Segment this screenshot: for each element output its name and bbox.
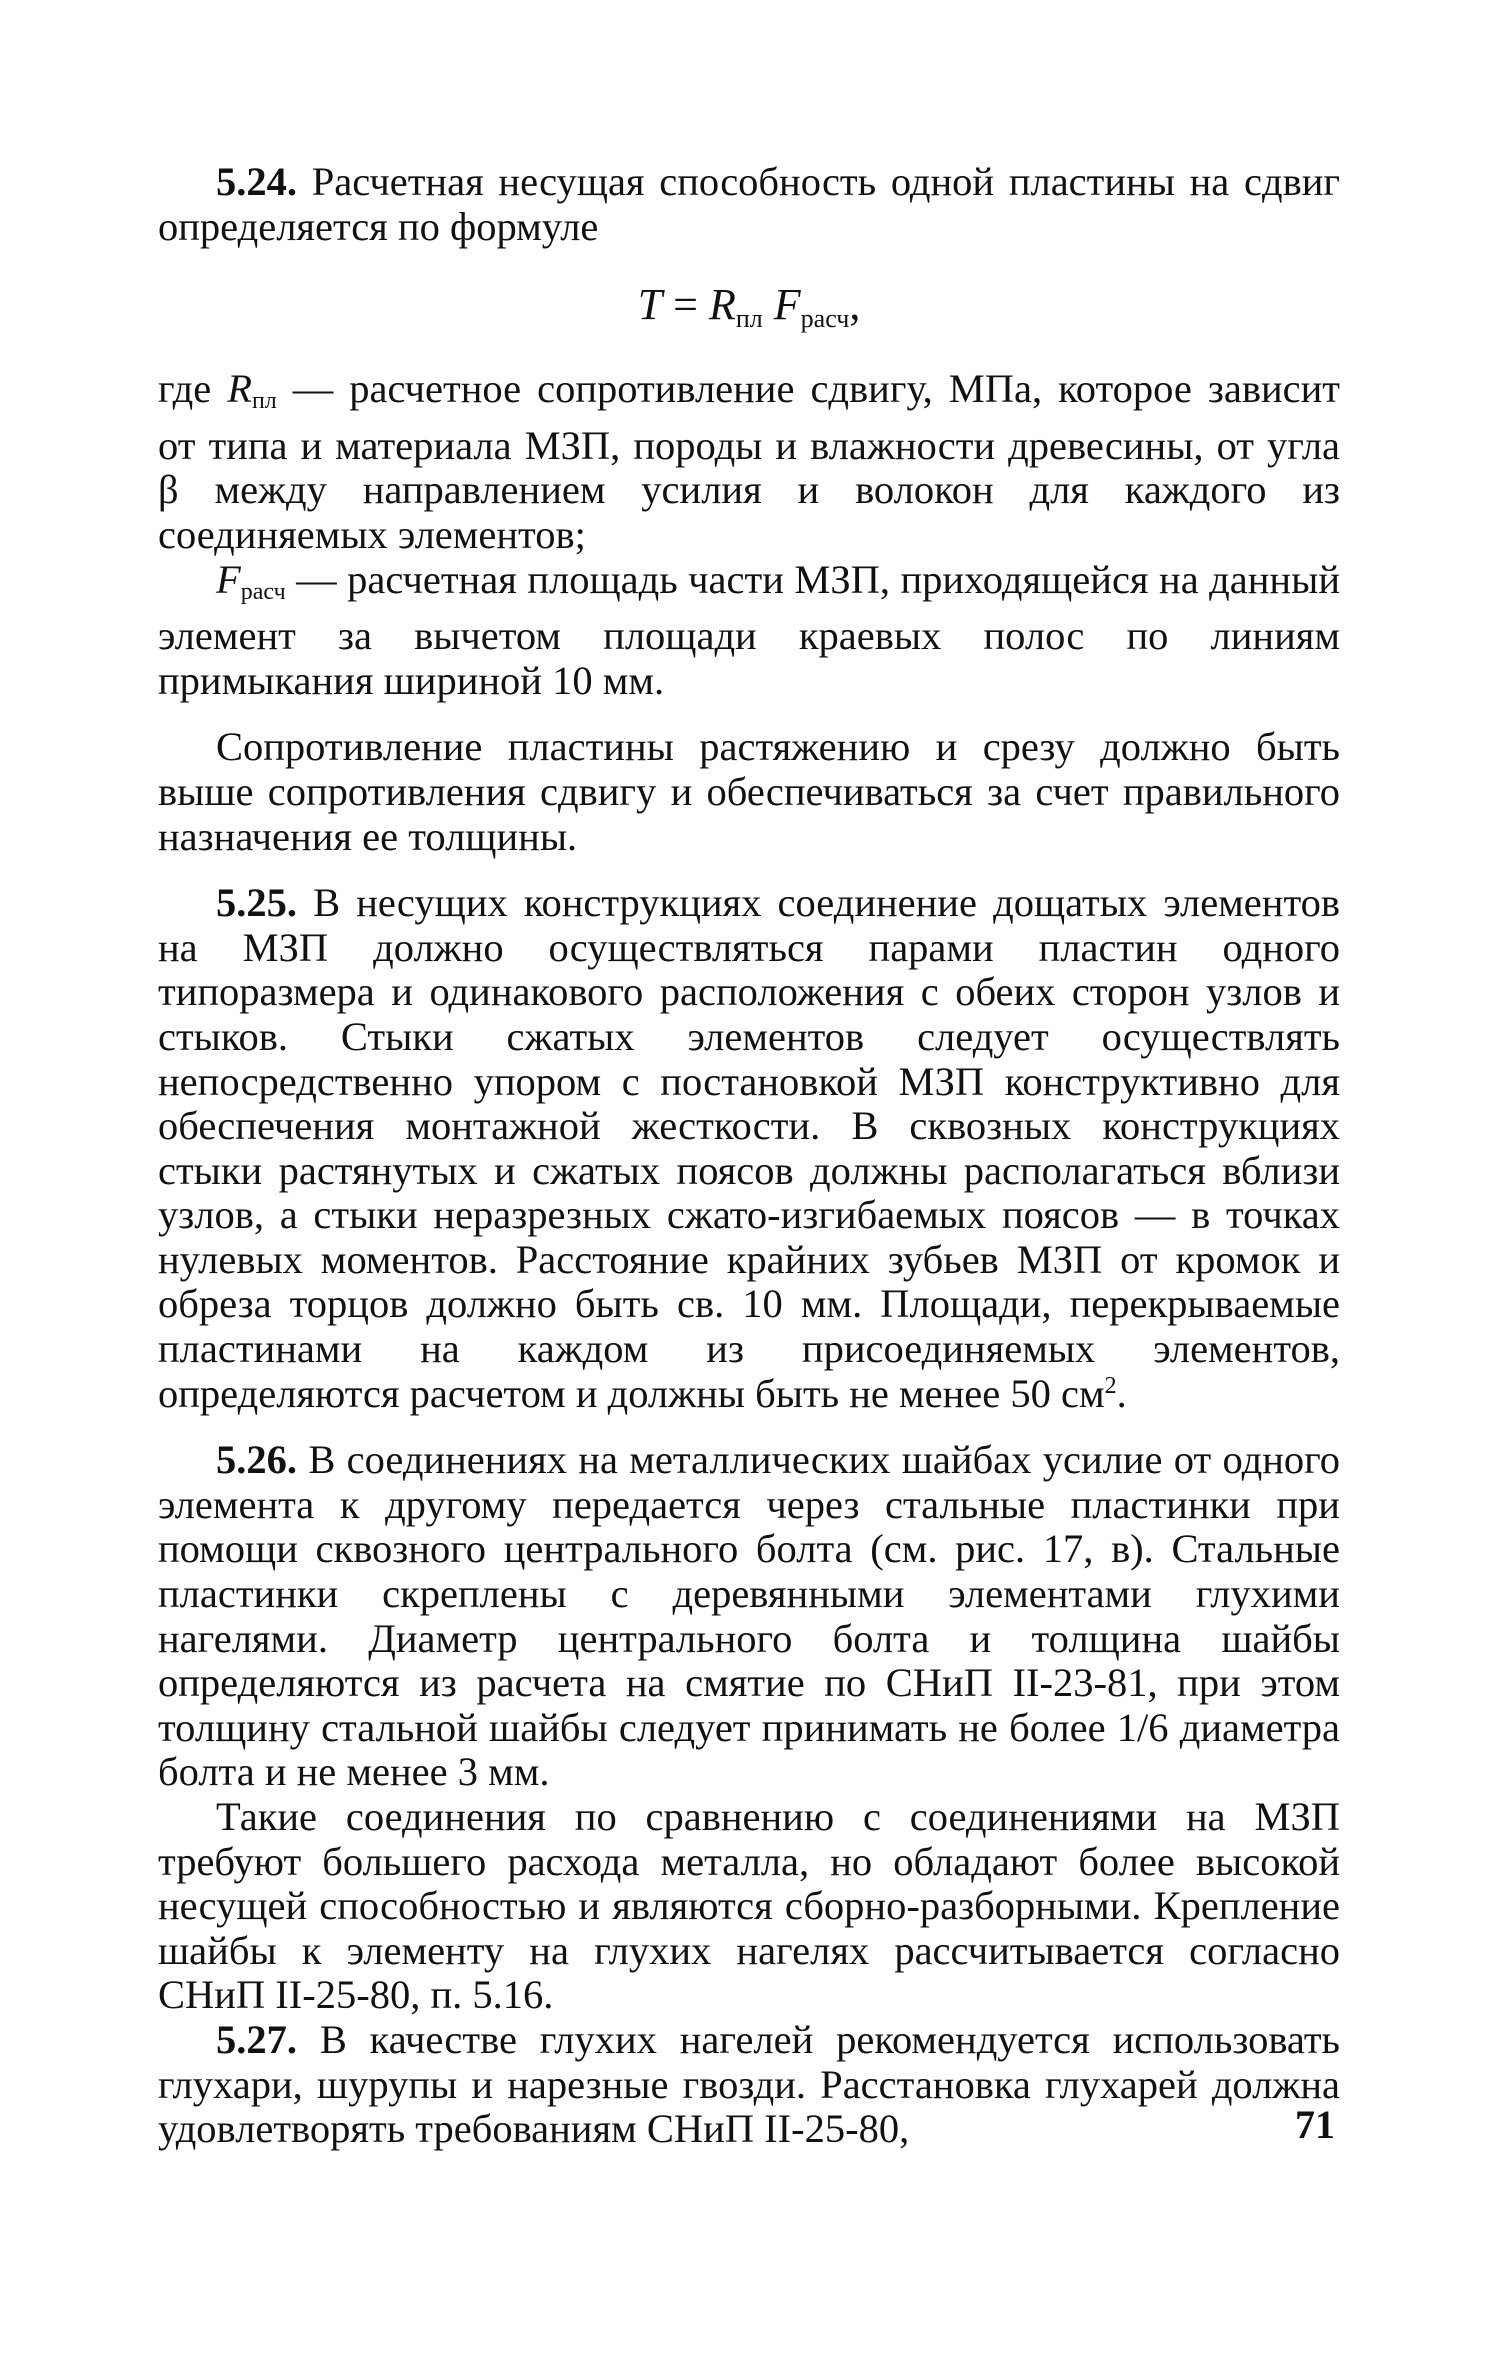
section-5-26-continued: Такие соединения по сравнению с соединениями на МЗП требуют большего расхода металла, но обладают более высокой несущей способностью и являются сборно-разборными. Крепление шайбы к элементу на глухих нагелях рассчитывается согласно СНиП II-25-80, п. 5.16. xyxy=(158,1794,1340,2018)
f-subscript: расч xyxy=(240,578,286,605)
where-r-definition xyxy=(158,367,1340,557)
formula-t: T xyxy=(637,280,663,330)
formula-r: R xyxy=(709,280,736,330)
f-definition-text: — расчетная площадь части МЗП, приходящейся на данный элемент за вычетом площади краевых полос по линиям примыкания шириной 10 мм. xyxy=(158,556,1340,703)
r-subscript: пл xyxy=(251,388,277,415)
section-number: 5.26. xyxy=(216,1437,297,1483)
page-body xyxy=(158,160,1340,2152)
section-5-25 xyxy=(158,881,1340,1416)
where-prefix: где xyxy=(158,366,228,412)
formula-f-subscript: расч xyxy=(800,304,850,334)
paragraph-text: В несущих конструкциях соединение дощатых элементов на МЗП должно осуществляться парами пластин одного типоразмера и одинакового расположения с обеих сторон узлов и стыков. Стыки сжатых элементов следует осуществлять непосредственно упором с постановкой МЗП конструктивно для обеспечения монтажной жесткости. В сквозных конструкциях стыки растянутых и сжатых поясов должны располагаться вблизи узлов, а стыки неразрезных сжато-изгибаемых поясов — в точках нулевых моментов. Расстояние крайних зубьев МЗП от кромок и обреза торцов должно быть св. 10 мм. Площади, перекрываемые пластинами на каждом из присоединяемых элементов, определяются расчетом и должны быть не менее 50 см xyxy=(158,880,1340,1416)
section-number: 5.25. xyxy=(216,880,297,926)
f-variable: F xyxy=(216,556,241,602)
paragraph-text: Расчетная несущая способность одной пластины на сдвиг определяется по формуле xyxy=(158,159,1340,249)
section-5-24-intro xyxy=(158,160,1340,249)
section-number: 5.27. xyxy=(216,2016,297,2062)
formula-r-subscript: пл xyxy=(735,304,763,334)
page-number: 71 xyxy=(1295,2102,1335,2147)
section-5-26 xyxy=(158,1438,1340,1795)
formula-f: F xyxy=(773,280,801,330)
r-variable: R xyxy=(227,366,252,412)
sentence-end: . xyxy=(1116,1370,1127,1416)
r-definition-text: — расчетное сопротивление сдвигу, МПа, которое зависит от типа и материала МЗП, породы и влажности древесины, от угла β между направлением усилия и волокон для каждого из соединяемых элементов; xyxy=(158,366,1340,557)
section-number: 5.24. xyxy=(216,159,297,204)
superscript-two: 2 xyxy=(1104,1372,1117,1399)
section-5-27 xyxy=(158,2018,1340,2152)
formula-comma: , xyxy=(849,280,861,330)
f-definition xyxy=(158,558,1340,704)
paragraph-text: В соединениях на металлических шайбах усилие от одного элемента к другому передается через стальные пластинки при помощи сквозного центрального болта (см. рис. 17, в). Стальные пластинки скреплены с деревянными элементами глухими нагелями. Диаметр центрального болта и толщина шайбы определяются из расчета на смятие по СНиП II-23-81, при этом толщину стальной шайбы следует принимать не более 1/6 диаметра болта и не менее 3 мм. xyxy=(158,1437,1340,1795)
shear-capacity-formula xyxy=(158,281,1340,343)
resistance-paragraph: Сопротивление пластины растяжению и срезу должно быть выше сопротивления сдвигу и обеспечиваться за счет правильного назначения ее толщины. xyxy=(158,724,1340,859)
formula-equals: = xyxy=(662,280,709,330)
paragraph-text: В качестве глухих нагелей рекомендуется использовать глухари, шурупы и нарезные гвозди. Расстановка глухарей должна удовлетворять требованиям СНиП II-25-80, xyxy=(158,2016,1341,2152)
